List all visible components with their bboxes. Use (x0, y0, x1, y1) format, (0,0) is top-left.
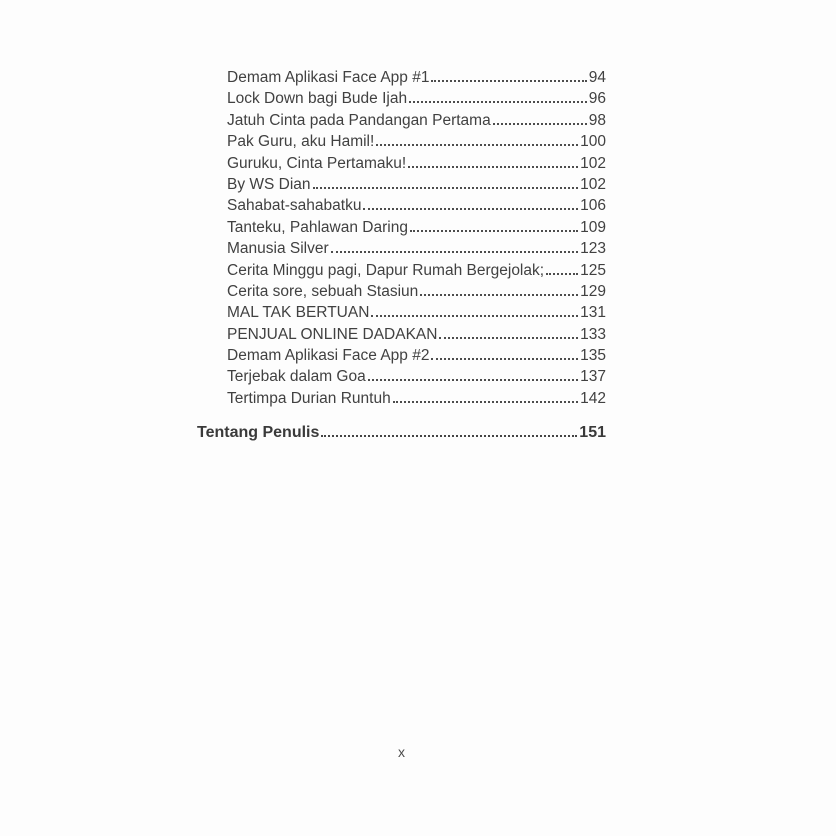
toc-entry (197, 281, 606, 302)
toc-entry-title: PENJUAL ONLINE DADAKAN (227, 325, 438, 343)
toc-entry-page: 109 (580, 218, 606, 236)
toc-entry-title: Lock Down bagi Bude Ijah (227, 90, 408, 108)
toc-entry-page: 100 (580, 133, 606, 151)
toc-entry (197, 174, 606, 195)
toc-entry-title: By WS Dian (227, 175, 311, 193)
leader-dots (368, 366, 578, 381)
leader-dots (431, 67, 586, 82)
leader-dots (376, 131, 578, 146)
toc-entry-page: 135 (580, 347, 606, 365)
toc-entry-page: 102 (580, 175, 606, 193)
leader-dots (420, 281, 578, 296)
leader-dots (313, 174, 579, 189)
toc-section-entry (197, 422, 606, 443)
toc-entry-page: 106 (580, 197, 606, 215)
toc-entry (197, 388, 606, 409)
toc-entry (197, 366, 606, 387)
toc-entry (197, 110, 606, 131)
toc-entry-title: Demam Aplikasi Face App #2 (227, 347, 430, 365)
toc-entry (197, 324, 606, 345)
leader-dots (546, 260, 578, 275)
toc-entry-title: Sahabat-sahabatku (227, 197, 362, 215)
leader-dots (439, 324, 578, 339)
toc-entry-title: Guruku, Cinta Pertamaku! (227, 154, 407, 172)
toc-entry (197, 88, 606, 109)
toc-entry (197, 195, 606, 216)
toc-entry (197, 153, 606, 174)
toc-entry-page: 102 (580, 154, 606, 172)
leader-dots (431, 345, 578, 360)
toc-entry-page: 125 (580, 261, 606, 279)
toc-entry-title: MAL TAK BERTUAN (227, 304, 370, 322)
toc-section-title: Tentang Penulis (197, 424, 320, 442)
leader-dots (321, 422, 577, 437)
toc-entry (197, 260, 606, 281)
toc-entry-title: Tertimpa Durian Runtuh (227, 389, 391, 407)
toc-entry-list (197, 67, 606, 409)
toc-section-page: 151 (579, 424, 606, 442)
toc-entry-title: Manusia Silver (227, 240, 329, 258)
leader-dots (331, 238, 578, 253)
leader-dots (410, 217, 578, 232)
toc-entry-page: 98 (588, 111, 606, 129)
folio-page-number: x (398, 744, 405, 760)
toc-entry-title: Jatuh Cinta pada Pandangan Pertama (227, 111, 491, 129)
leader-dots (371, 302, 578, 317)
toc-entry-title: Pak Guru, aku Hamil! (227, 133, 375, 151)
leader-dots (363, 195, 578, 210)
leader-dots (409, 88, 587, 103)
toc-entry-page: 129 (580, 282, 606, 300)
toc-entry-title: Cerita sore, sebuah Stasiun (227, 282, 419, 300)
toc-entry-title: Demam Aplikasi Face App #1 (227, 69, 430, 86)
toc-entry-title: Cerita Minggu pagi, Dapur Rumah Bergejolak; (227, 261, 545, 279)
toc-entry-title: Tanteku, Pahlawan Daring (227, 218, 408, 236)
page-footer (197, 744, 606, 760)
toc-entry (197, 238, 606, 259)
toc-entry-page: 131 (580, 304, 606, 322)
toc-entry-page: 123 (580, 240, 606, 258)
leader-dots (408, 153, 578, 168)
toc-entry (197, 217, 606, 238)
toc-entry-title: Terjebak dalam Goa (227, 368, 366, 386)
leader-dots (393, 388, 578, 403)
toc-entry-page: 94 (588, 69, 606, 86)
toc-entry (197, 67, 606, 88)
leader-dots (493, 110, 587, 125)
toc-entry (197, 131, 606, 152)
toc-entry (197, 302, 606, 323)
toc-entry-page: 133 (580, 325, 606, 343)
toc-entry (197, 345, 606, 366)
toc-entry-page: 96 (588, 90, 606, 108)
toc-entry-page: 142 (580, 389, 606, 407)
toc-entry-page: 137 (580, 368, 606, 386)
table-of-contents (197, 67, 606, 444)
